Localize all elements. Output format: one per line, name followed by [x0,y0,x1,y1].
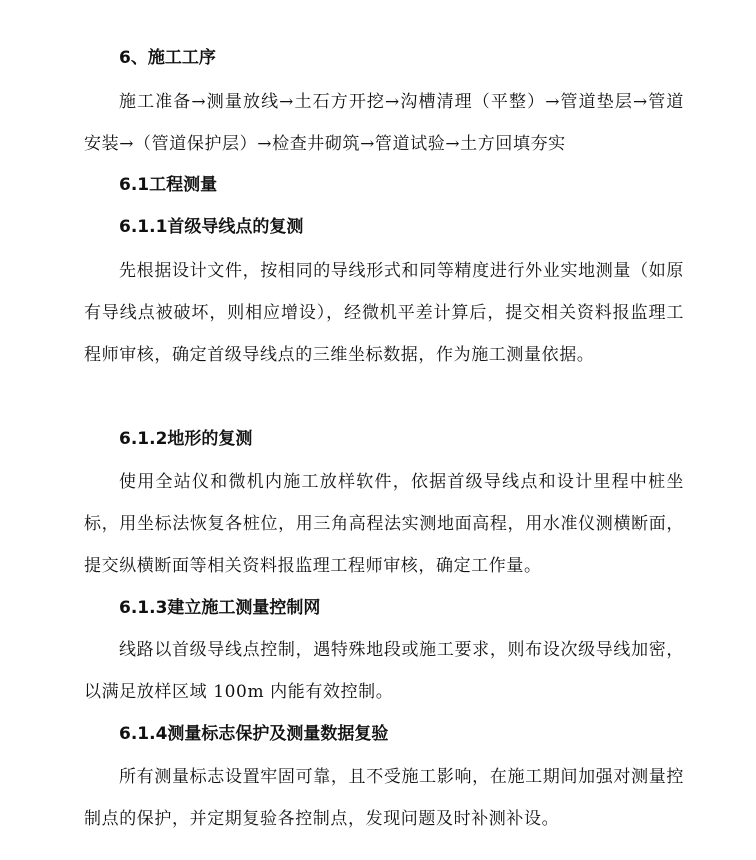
section-6-1-1-heading: 6.1.1首级导线点的复测 [119,217,304,237]
section-6-1-1-body: 先根据设计文件，按相同的导线形式和同等精度进行外业实地测量（如原有导线点被破坏，则相应增设），经微机平差计算后，提交相关资料报监理工程师审核，确定首级导线点的三维坐标数据，作为施工测量依据。 [84,261,684,365]
section-6-1-2-heading: 6.1.2地形的复测 [119,429,253,449]
section-6-body: 施工准备→测量放线→土石方开挖→沟槽清理（平整）→管道垫层→管道安装→（管道保护层）→检查井砌筑→管道试验→土方回填夯实 [84,92,684,154]
section-6-1-4-body: 所有测量标志设置牢固可靠，且不受施工影响，在施工期间加强对测量控制点的保护，并定期复验各控制点，发现问题及时补测补设。 [84,767,684,829]
section-6-1-4-heading: 6.1.4测量标志保护及测量数据复验 [119,724,389,744]
section-6-heading: 6、施工工序 [119,48,216,68]
section-6-1-3-heading: 6.1.3建立施工测量控制网 [119,598,321,618]
section-6-1-heading: 6.1工程测量 [119,175,218,195]
section-6-1-3-body: 线路以首级导线点控制，遇特殊地段或施工要求，则布设次级导线加密，以满足放样区域 100m 内能有效控制。 [84,640,684,702]
section-6-1-2-body: 使用全站仪和微机内施工放样软件，依据首级导线点和设计里程中桩坐标，用坐标法恢复各桩位，用三角高程法实测地面高程，用水准仪测横断面，提交纵横断面等相关资料报监理工程师审核，确定工作量。 [84,472,684,576]
